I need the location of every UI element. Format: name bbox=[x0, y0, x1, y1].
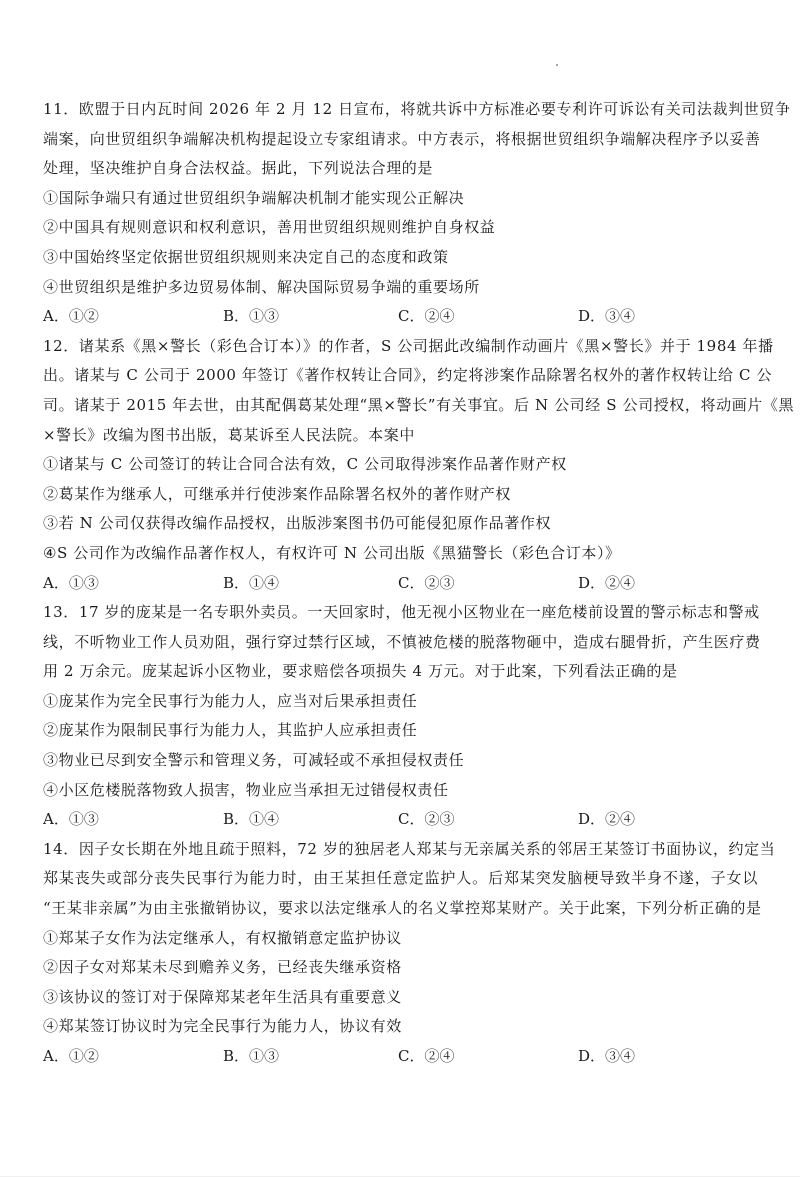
question-14 bbox=[43, 835, 776, 1072]
statement-item: ②庞某作为限制民事行为能力人，其监护人应承担责任 bbox=[43, 721, 418, 740]
option-a: A．①③ bbox=[43, 573, 99, 592]
answer-options bbox=[43, 1042, 758, 1072]
statement-item: ③该协议的签订对于保障郑某老年生活具有重要意义 bbox=[43, 987, 402, 1006]
statement-item: ②葛某作为继承人，可继承并行使涉案作品除署名权外的著作财产权 bbox=[43, 484, 512, 503]
option-b: B．①④ bbox=[223, 573, 280, 592]
questions-area bbox=[43, 95, 795, 1072]
scan-dot-mark bbox=[556, 64, 558, 66]
statement-item: ③物业已尽到安全警示和管理义务，可减轻或不承担侵权责任 bbox=[43, 751, 465, 770]
option-d: D．③④ bbox=[578, 1047, 636, 1065]
question-stem-line: 出。诸某与 C 公司于 2000 年签订《著作权转让合同》，约定将涉案作品除署名权外的著作权转让给 C 公 bbox=[43, 366, 773, 385]
question-13 bbox=[43, 598, 761, 835]
statement-item: ①国际争端只有通过世贸组织争端解决机制才能实现公正解决 bbox=[43, 188, 465, 207]
question-stem-line: 13．17 岁的庞某是一名专职外卖员。一天回家时，他无视小区物业在一座危楼前设置的警示标志和警戒 bbox=[43, 603, 760, 622]
option-b: B．①③ bbox=[223, 307, 280, 326]
question-stem-line: 14．因子女长期在外地且疏于照料，72 岁的独居老人郑某与无亲属关系的邻居王某签订书面协议，约定当 bbox=[43, 839, 776, 858]
option-b: B．①④ bbox=[223, 810, 280, 829]
option-c: C．②③ bbox=[398, 810, 455, 829]
statement-item: ④郑某签订协议时为完全民事行为能力人，协议有效 bbox=[43, 1017, 402, 1036]
statement-item: ④S 公司作为改编作品著作权人，有权许可 N 公司出版《黑猫警长（彩色合订本）》 bbox=[43, 543, 621, 562]
question-stem-line: 端案，向世贸组织争端解决机构提起设立专家组请求。中方表示，将根据世贸组织争端解决程序予以妥善 bbox=[43, 129, 761, 148]
statement-item: ②中国具有规则意识和权利意识，善用世贸组织规则维护自身权益 bbox=[43, 218, 496, 237]
question-stem-line: 12．诸某系《黑×警长（彩色合订本）》的作者，S 公司据此改编制作动画片《黑×警长》并于 1984 年播 bbox=[43, 336, 774, 355]
option-b: B．①③ bbox=[223, 1047, 280, 1065]
question-stem-line: 处理，坚决维护自身合法权益。据此，下列说法合理的是 bbox=[43, 159, 434, 178]
question-stem-line: ×警长》改编为图书出版，葛某诉至人民法院。本案中 bbox=[43, 425, 415, 444]
answer-options bbox=[43, 302, 758, 332]
option-a: A．①② bbox=[43, 1047, 99, 1065]
question-11 bbox=[43, 95, 791, 332]
question-stem-line: “王某非亲属”为由主张撤销协议，要求以法定继承人的名义掌控郑某财产。关于此案，下列分析正确的是 bbox=[43, 899, 762, 918]
statement-item: ①郑某子女作为法定继承人，有权撤销意定监护协议 bbox=[43, 928, 402, 947]
question-stem-line: 11．欧盟于日内瓦时间 2026 年 2 月 12 日宣布，将就共诉中方标准必要专利许可诉讼有关司法裁判世贸争 bbox=[43, 100, 791, 118]
question-stem-line: 线，不听物业工作人员劝阻，强行穿过禁行区域，不慎被危楼的脱落物砸中，造成右腿骨折，产生医疗费 bbox=[43, 632, 761, 651]
answer-options bbox=[43, 805, 758, 835]
option-a: A．①② bbox=[43, 307, 99, 326]
option-a: A．①③ bbox=[43, 810, 99, 829]
option-d: D．②④ bbox=[578, 573, 636, 592]
option-c: C．②③ bbox=[398, 573, 455, 592]
statement-item: ④小区危楼脱落物致人损害，物业应当承担无过错侵权责任 bbox=[43, 780, 449, 799]
statement-item: ①诸某与 C 公司签订的转让合同合法有效，C 公司取得涉案作品著作财产权 bbox=[43, 455, 567, 474]
statement-item: ④世贸组织是维护多边贸易体制、解决国际贸易争端的重要场所 bbox=[43, 277, 480, 296]
question-stem-line: 郑某丧失或部分丧失民事行为能力时，由王某担任意定监护人。后郑某突发脑梗导致半身不遂，子女以 bbox=[43, 869, 758, 888]
statement-item: ③中国始终坚定依据世贸组织规则来决定自己的态度和政策 bbox=[43, 247, 449, 266]
option-c: C．②④ bbox=[398, 307, 455, 326]
question-12 bbox=[43, 332, 795, 598]
statement-item: ①庞某作为完全民事行为能力人，应当对后果承担责任 bbox=[43, 691, 418, 710]
option-d: D．②④ bbox=[578, 810, 636, 829]
question-stem-line: 司。诸某于 2015 年去世，由其配偶葛某处理“黑×警长”有关事宜。后 N 公司经 S 公司授权，将动画片《黑 bbox=[43, 395, 795, 414]
statement-item: ③若 N 公司仅获得改编作品授权，出版涉案图书仍可能侵犯原作品著作权 bbox=[43, 514, 552, 533]
option-c: C．②④ bbox=[398, 1047, 455, 1065]
statement-item: ②因子女对郑某未尽到赡养义务，已经丧失继承资格 bbox=[43, 958, 402, 977]
answer-options bbox=[43, 569, 758, 599]
option-d: D．③④ bbox=[578, 307, 636, 326]
question-stem-line: 用 2 万余元。庞某起诉小区物业，要求赔偿各项损失 4 万元。对于此案，下列看法正确的是 bbox=[43, 662, 678, 681]
